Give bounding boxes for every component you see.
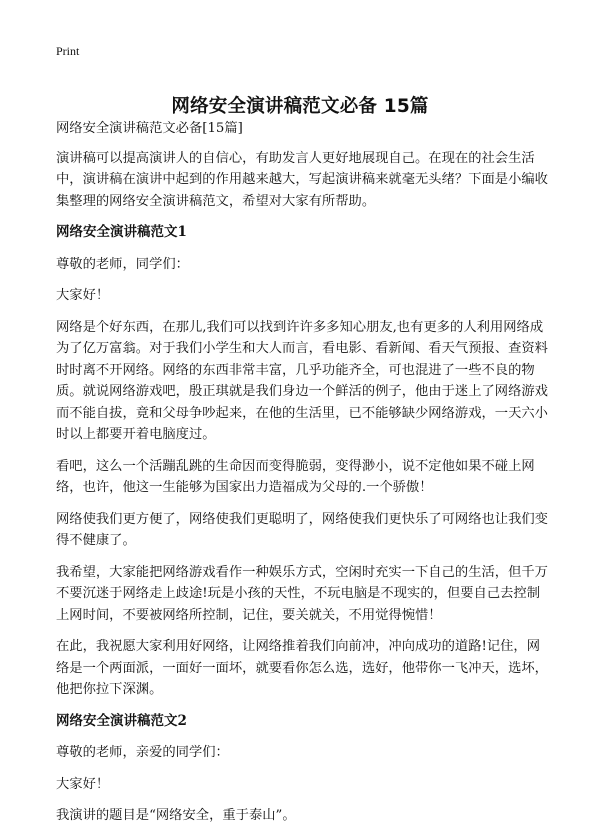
body-paragraph: 我希望，大家能把网络游戏看作一种娱乐方式，空闲时充实一下自己的生活，但千万不要沉迷于网络走上歧途!玩是小孩的天性，不玩电脑是不现实的，但要自己去控制上网时间，不要被网络所控制，记住，要关就关，不用觉得惋惜！ xyxy=(56,564,548,623)
salutation: 尊敬的老师，同学们： xyxy=(56,256,189,272)
body-paragraph: 看吧，这么一个活蹦乱跳的生命因而变得脆弱，变得渺小，说不定他如果不碰上网络，也许，他这一生能够为国家出力造福成为父母的.一个骄傲！ xyxy=(56,458,535,495)
print-label: Print xyxy=(56,44,80,58)
body-paragraph: 我演讲的题目是“网络安全，重于泰山”。 xyxy=(56,808,296,823)
section-heading-1: 网络安全演讲稿范文1 xyxy=(56,224,187,240)
body-paragraph: 网络使我们更方便了，网络使我们更聪明了，网络使我们更快乐了可网络也让我们变得不健康了。 xyxy=(56,511,548,548)
greeting: 大家好！ xyxy=(56,776,110,792)
intro-paragraph: 演讲稿可以提高演讲人的自信心，有助发言人更好地展现自己。在现在的社会生活中，演讲稿在演讲中起到的作用越来越大，写起演讲稿来就毫无头绪？下面是小编收集整理的网络安全演讲稿范文，希望对大家有所帮助。 xyxy=(56,150,548,209)
body-paragraph: 在此，我祝愿大家利用好网络，让网络推着我们向前冲，冲向成功的道路!记住，网络是一个两面派，一面好一面坏，就要看你怎么选，选好，他带你一飞冲天，选坏，他把你拉下深渊。 xyxy=(56,639,548,697)
document-body xyxy=(56,118,550,837)
salutation: 尊敬的老师，亲爱的同学们： xyxy=(56,745,229,760)
greeting: 大家好！ xyxy=(56,288,110,303)
body-paragraph: 网络是个好东西，在那儿,我们可以找到许许多多知心朋友,也有更多的人利用网络成为了亿万富翁。对于我们小学生和大人而言，看电影、看新闻、看天气预报、查资料时时离不开网络。网络的东西非常丰富，几乎功能齐全，可也混进了一些不良的物质。就说网络游戏吧，殷正琪就是我们身边一个鲜活的例子，他由于迷上了网络游戏而不能自拔，竟和父母争吵起来，在他的生活里，已不能够缺少网络游戏，一天六小时以上都要开着电脑度过。 xyxy=(56,319,548,442)
document-subtitle: 网络安全演讲稿范文必备[15篇] xyxy=(56,121,243,136)
document-title: 网络安全演讲稿范文必备 15篇 xyxy=(171,96,429,118)
section-heading-2: 网络安全演讲稿范文2 xyxy=(56,712,187,729)
